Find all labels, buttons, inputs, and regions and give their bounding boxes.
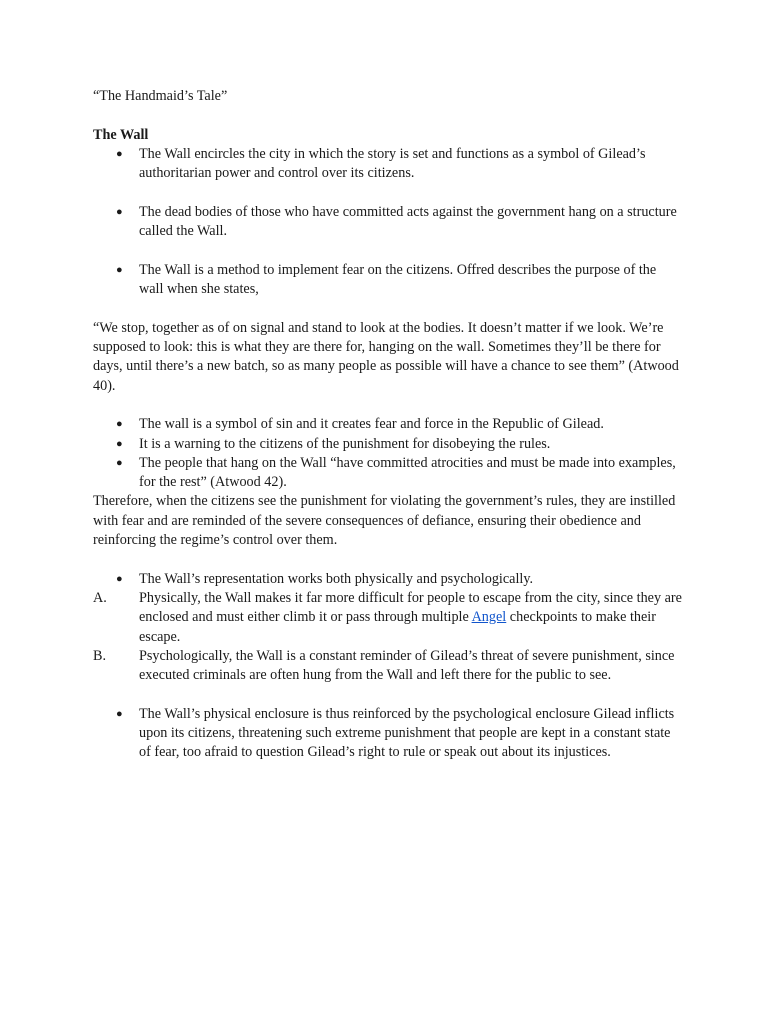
bullet-icon: ● (116, 148, 123, 161)
bullet-icon: ● (116, 205, 123, 218)
bullet-list-2 (93, 415, 683, 492)
list-item (116, 454, 683, 493)
bullet-icon: ● (116, 456, 123, 469)
list-item (116, 570, 683, 589)
alpha-list (93, 589, 683, 685)
list-item-text: It is a warning to the citizens of the punishment for disobeying the rules. (139, 435, 551, 452)
list-item-text: The wall is a symbol of sin and it creates fear and force in the Republic of Gilead. (139, 416, 604, 433)
list-item-text: Psychologically, the Wall is a constant reminder of Gilead’s threat of severe punishment, since executed criminals are often hung from the Wall and left there for the public to see. (139, 647, 675, 684)
list-item-text: The dead bodies of those who have committed acts against the government hang on a structure called the Wall. (139, 203, 677, 240)
spacer (139, 184, 683, 203)
list-item-text: The people that hang on the Wall “have committed atrocities and must be made into examples, for the rest” (Atwood 42). (139, 454, 676, 491)
list-marker: B. (93, 647, 107, 664)
list-marker: A. (93, 589, 107, 606)
list-item (116, 261, 683, 300)
list-item (116, 415, 683, 434)
angel-link[interactable]: Angel (471, 609, 507, 626)
spacer (139, 242, 683, 261)
spacer (93, 550, 683, 569)
list-item-a (93, 589, 683, 647)
spacer (93, 299, 683, 318)
quote-paragraph: “We stop, together as of on signal and stand to look at the bodies. It doesn’t matter if we look. We’re supposed to look: this is what they are there for, hanging on the wall. Sometimes they’ll be there for days, until there’s a new batch, so as many people as possible will have a chance to see them” (Atwood 40). (93, 319, 679, 394)
list-item-text: Physically, the Wall makes it far more difficult for people to escape from the city, since they are enclosed and must either climb it or pass through multiple (139, 589, 682, 626)
bullet-icon: ● (116, 437, 123, 450)
bullet-icon: ● (116, 418, 123, 431)
list-item-b (93, 647, 683, 686)
bullet-icon: ● (116, 707, 123, 720)
list-item-text: The Wall encircles the city in which the story is set and functions as a symbol of Gilead’s authoritarian power and control over its citizens. (139, 146, 646, 182)
bullet-icon: ● (116, 572, 123, 585)
bullet-list-3 (93, 570, 683, 589)
list-item-text: checkpoints to make their escape. (139, 609, 656, 645)
list-item (116, 705, 683, 763)
list-item (116, 435, 683, 454)
list-item-text: The Wall is a method to implement fear on the citizens. Offred describes the purpose of the wall when she states, (139, 261, 657, 298)
spacer (93, 685, 683, 704)
list-item-text: The Wall’s representation works both physically and psychologically. (139, 570, 534, 587)
document-title: “The Handmaid’s Tale” (93, 88, 228, 104)
list-item (116, 145, 683, 184)
section-heading: The Wall (93, 126, 149, 143)
list-item-text: The Wall’s physical enclosure is thus reinforced by the psychological enclosure Gilead inflicts upon its citizens, threatening such extreme punishment that people are kept in a constant state of fear, too afraid to question Gilead’s right to rule or speak out about its injustices. (139, 705, 675, 761)
document-page (93, 87, 683, 763)
list-item (116, 203, 683, 242)
bullet-list-4 (93, 705, 683, 763)
conclusion-paragraph: Therefore, when the citizens see the punishment for violating the government’s rules, they are instilled with fear and are reminded of the severe consequences of defiance, ensuring their obedience and reinforcing the regime’s control over them. (93, 493, 676, 549)
bullet-list-1 (93, 145, 683, 299)
bullet-icon: ● (116, 263, 123, 276)
spacer (93, 396, 683, 415)
